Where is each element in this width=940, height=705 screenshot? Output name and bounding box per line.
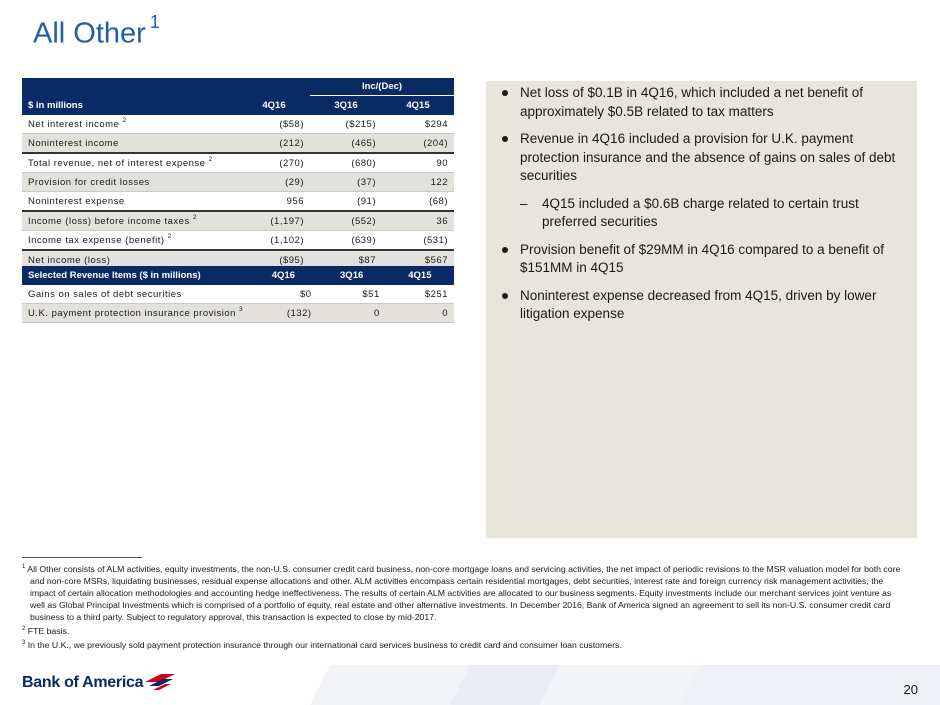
dash-icon: – xyxy=(520,195,528,211)
financial-table xyxy=(22,78,454,272)
cell-value: (639) xyxy=(310,231,382,251)
cell-value: 956 xyxy=(238,192,310,212)
page-title: All Other $^1$ xyxy=(33,12,160,50)
cell-value: 90 xyxy=(382,153,454,173)
col-header: 4Q16 xyxy=(238,96,310,116)
cell-value: 122 xyxy=(382,173,454,192)
table-row: Total revenue, net of interest expense $^2$ (270) (680) 90 xyxy=(22,153,454,173)
col-header: 4Q15 xyxy=(386,266,454,285)
cell-value: $87 xyxy=(310,250,382,271)
bullet-icon xyxy=(502,136,508,142)
row-label: Noninterest income xyxy=(28,137,119,149)
cell-value: $0 xyxy=(249,285,317,304)
row-label: Total revenue, net of interest expense xyxy=(28,157,206,169)
cell-value: $294 xyxy=(382,115,454,134)
commentary-bullets xyxy=(500,84,910,333)
cell-value: 0 xyxy=(386,304,454,323)
cell-value: $251 xyxy=(386,285,454,304)
cell-value: (212) xyxy=(238,134,310,154)
row-label: Income (loss) before income taxes xyxy=(28,215,190,227)
footnotes xyxy=(22,561,902,651)
cell-value: (37) xyxy=(310,173,382,192)
bank-of-america-logo: Bank of America xyxy=(22,674,144,691)
cell-value: 36 xyxy=(382,211,454,231)
bullet-item: Net loss of $0.1B in 4Q16, which included a net benefit of approximately $0.5B related to tax matters xyxy=(500,84,910,121)
footnote: $^1$ All Other consists of ALM activities, equity investments, the non-U.S. consumer credit card business, non-core mortgage loans and servicing activities, the net impact of periodic revisions to the MSR valuation model for both core and non-core MSRs, liquidating businesses, residual expense allocations and other. ALM activities encompass certain residential mortgages, debt securities, interest rate and foreign currency risk management activities, the impact of certain allocation methodologies and accounting hedge ineffectiveness. The results of certain ALM activities are allocated to our business segments. Equity investments include our merchant services joint venture as well as Global Principal Investments which is comprised of a portfolio of equity, real estate and other alternative investments. In December 2016, Bank of America signed an agreement to sell its non-U.S. consumer credit card business to a third party. Subject to regulatory approval, this transaction is expected to close by mid-2017. xyxy=(22,563,901,622)
unit-label: $ in millions xyxy=(22,96,238,116)
revenue-items-table xyxy=(22,266,454,323)
cell-value: ($95) xyxy=(238,250,310,271)
footnote-divider xyxy=(22,557,142,558)
table-header-label: Selected Revenue Items ($ in millions) xyxy=(22,266,249,285)
cell-value: (29) xyxy=(238,173,310,192)
bullet-item: Provision benefit of $29MM in 4Q16 compared to a benefit of $151MM in 4Q15 xyxy=(500,241,910,278)
flag-logo-icon xyxy=(143,670,177,690)
footnote: $^2$ FTE basis. xyxy=(22,625,70,636)
table-row: Net interest income $^2$ ($58) ($215) $294 xyxy=(22,115,454,134)
table-row: Income tax expense (benefit) $^2$ (1,102) (639) (531) xyxy=(22,231,454,251)
cell-value: (1,102) xyxy=(238,231,310,251)
col-header: 3Q16 xyxy=(310,96,382,116)
bullet-icon xyxy=(502,247,508,253)
table-row: U.K. payment protection insurance provision $^3$ (132) 0 0 xyxy=(22,304,454,323)
cell-value: $51 xyxy=(318,285,386,304)
inc-dec-header-row xyxy=(22,78,454,96)
cell-value: (204) xyxy=(382,134,454,154)
cell-value: (465) xyxy=(310,134,382,154)
col-header: 3Q16 xyxy=(318,266,386,285)
bullet-item: Revenue in 4Q16 included a provision for U.K. payment protection insurance and the absence of gains on sales of debt securities xyxy=(500,130,910,186)
col-header: 4Q16 xyxy=(249,266,317,285)
table-header-row xyxy=(22,266,454,285)
cell-value: (132) xyxy=(249,304,317,323)
row-label: Net income (loss) xyxy=(28,254,111,266)
row-label: Gains on sales of debt securities xyxy=(28,288,182,300)
cell-value: (1,197) xyxy=(238,211,310,231)
col-header: 4Q15 xyxy=(382,96,454,116)
bullet-icon xyxy=(502,293,508,299)
page-number: 20 xyxy=(903,682,918,697)
cell-value: (91) xyxy=(310,192,382,212)
row-label: U.K. payment protection insurance provision xyxy=(28,307,236,319)
cell-value: (270) xyxy=(238,153,310,173)
table-header-row xyxy=(22,96,454,116)
table-row xyxy=(22,192,454,212)
cell-value: (531) xyxy=(382,231,454,251)
footnote: $^3$ In the U.K., we previously sold payment protection insurance through our international card services business to credit card and consumer loan customers. xyxy=(22,639,622,650)
table-row xyxy=(22,285,454,304)
cell-value: ($58) xyxy=(238,115,310,134)
table-row: Income (loss) before income taxes $^2$ (1,197) (552) 36 xyxy=(22,211,454,231)
bullet-icon xyxy=(502,90,508,96)
inc-dec-label: Inc/(Dec) xyxy=(310,78,454,96)
cell-value: $567 xyxy=(382,250,454,271)
cell-value: ($215) xyxy=(310,115,382,134)
cell-value: (552) xyxy=(310,211,382,231)
cell-value: (68) xyxy=(382,192,454,212)
row-label: Provision for credit losses xyxy=(28,176,150,188)
cell-value: 0 xyxy=(318,304,386,323)
row-label: Income tax expense (benefit) xyxy=(28,234,165,246)
bullet-item: Noninterest expense decreased from 4Q15, driven by lower litigation expense xyxy=(500,287,910,324)
row-label: Noninterest expense xyxy=(28,195,125,207)
sub-bullet-item: – 4Q15 included a $0.6B charge related to certain trust preferred securities xyxy=(520,195,859,229)
table-row xyxy=(22,173,454,192)
row-label: Net interest income xyxy=(28,118,120,130)
table-row xyxy=(22,134,454,154)
cell-value: (680) xyxy=(310,153,382,173)
